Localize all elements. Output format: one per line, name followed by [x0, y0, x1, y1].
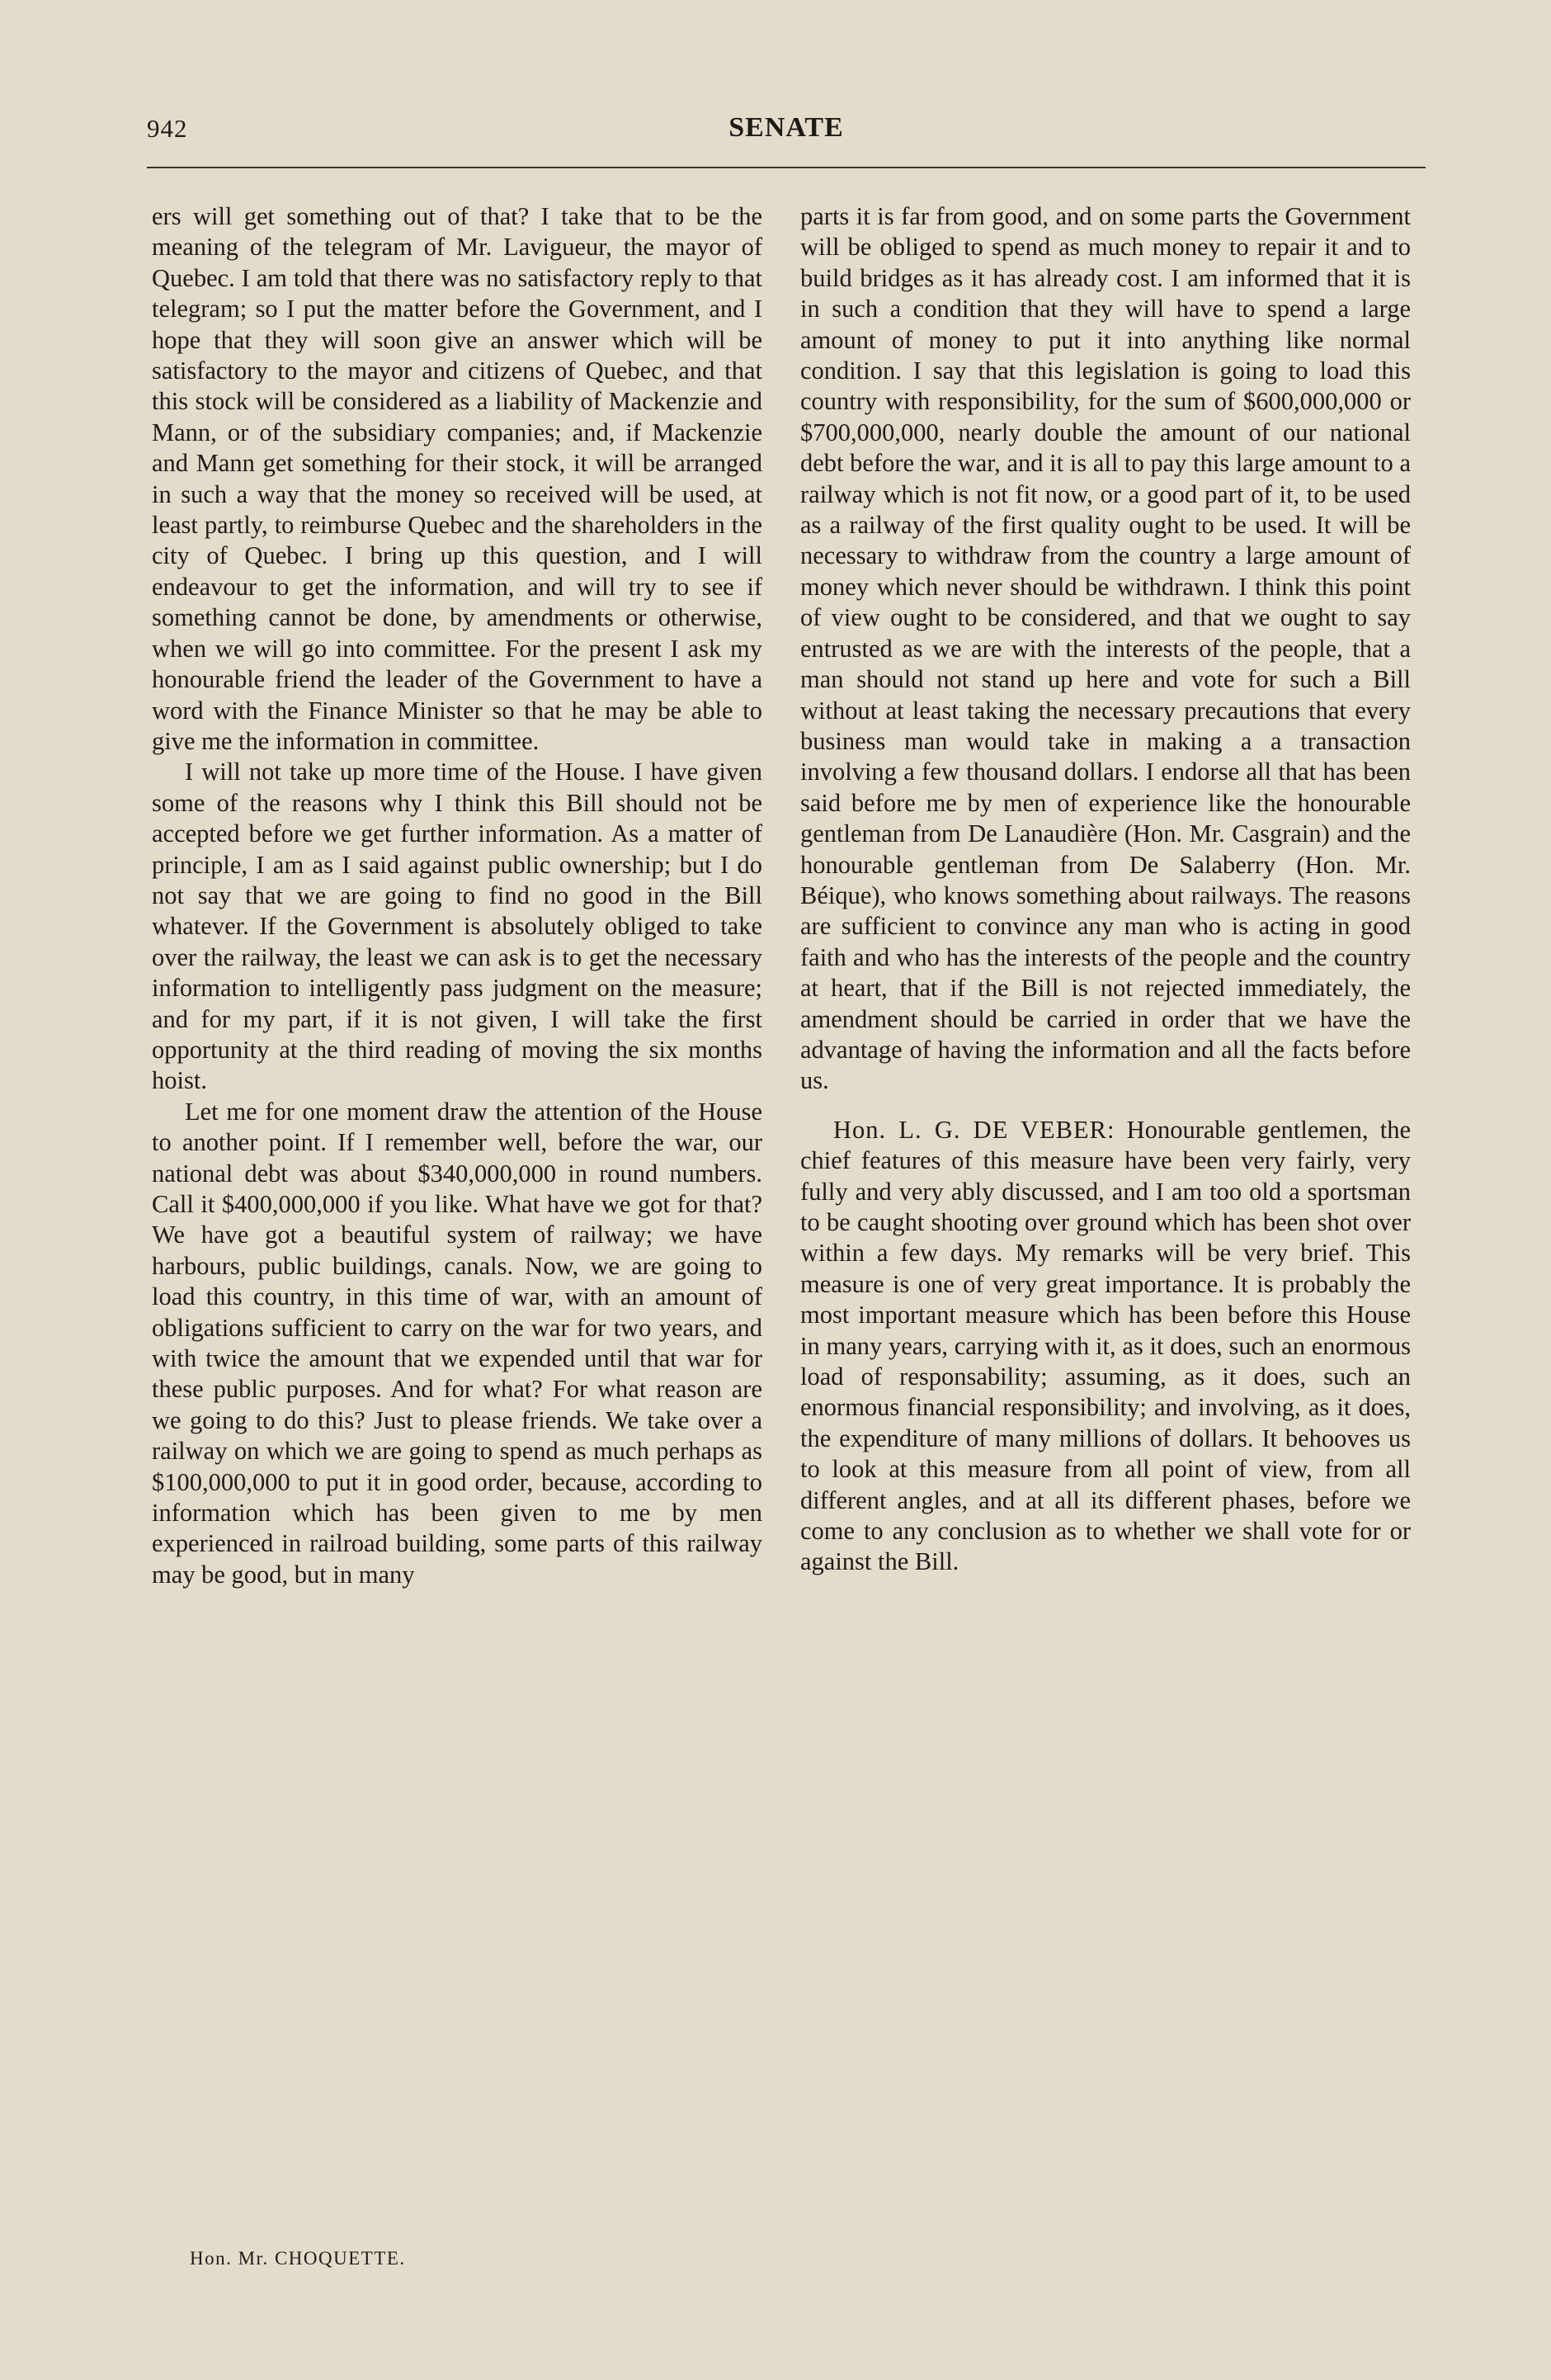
running-head: SENATE [728, 112, 844, 143]
page-header [147, 109, 1426, 150]
page-number: 942 [147, 114, 188, 143]
paragraph: parts it is far from good, and on some parts the Government will be obliged to spend as much money to repair it and to build bridges as it has already cost. I am informed that it is in such a condition that they will have to spend a large amount of money to put it into anything like normal condition. I say that this legislation is going to load this country with responsibility, for the sum of $600,000,000 or $700,000,000, nearly double the amount of our national debt before the war, and it is all to pay this large amount to a railway which is not fit now, or a good part of it, to be used as a railway of the first quality ought to be used. It will be necessary to withdraw from the country a large amount of money which never should be withdrawn. I think this point of view ought to be considered, and that we ought to say entrusted as we are with the interests of the people, that a man should not stand up here and vote for such a Bill without at least taking the necessary precautions that every business man would take in making a a transaction involving a few thousand dollars. I endorse all that has been said before me by men of experience like the honourable gentleman from De Lanaudière (Hon. Mr. Casgrain) and the honourable gentleman from De Salaberry (Hon. Mr. Béique), who knows something about railways. The reasons are sufficient to convince any man who is acting in good faith and who has the interests of the people and the country at heart, that if the Bill is not rejected immediately, the amendment should be carried in order that we have the advantage of having the information and all the facts before us. [800, 202, 1411, 1095]
paragraph: ers will get something out of that? I take that to be the meaning of the telegram of Mr. Lavigueur, the mayor of Quebec. I am told that there was no satisfactory reply to that telegram; so I put the matter before the Government, and I hope that they will soon give an answer which will be satisfactory to the mayor and citizens of Quebec, and that this stock will be considered as a liability of Mackenzie and Mann, or of the subsidiary companies; and, if Mackenzie and Mann get something for their stock, it will be arranged in such a way that the money so received will be used, at least partly, to reimburse Quebec and the shareholders in the city of Quebec. I bring up this question, and I will endeavour to get the information, and will try to see if something cannot be done, by amendments or otherwise, when we will go into committee. For the present I ask my honourable friend the leader of the Government to have a word with the Finance Minister so that he may be able to give me the information in committee. [152, 202, 762, 755]
right-column [800, 201, 1411, 1578]
speaker-name: Hon. L. G. DE VEBER: [833, 1115, 1115, 1144]
left-column [152, 201, 762, 1590]
speech-text: Honourable gentlemen, the chief features of this measure have been very fairly, very fully and very ably discussed, and I am too old a sportsman to be caught shooting over ground which has been shot over within a few days. My remarks will be very brief. This measure is one of very great importance. It is probably the most important measure which has been before this House in many years, carrying with it, as it does, such an enormous load of responsability; assuming, as it does, such an enormous financial responsibility; and involving, as it does, the expenditure of many millions of dollars. It behooves us to look at this measure from all point of view, from all different angles, and at all its different phases, before we come to any conclusion as to whether we shall vote for or against the Bill. [800, 1115, 1411, 1576]
paragraph: Let me for one moment draw the attention of the House to another point. If I remember well, before the war, our national debt was about $340,000,000 in round numbers. Call it $400,000,000 if you like. What have we got for that? We have got a beautiful system of railway; we have harbours, public buildings, canals. Now, we are going to load this country, in this time of war, with an amount of obligations sufficient to carry on the war for two years, and with twice the amount that we expended until that war for these public purposes. And for what? For what reason are we going to do this? Just to please friends. We take over a railway on which we are going to spend as much perhaps as $100,000,000 to put it in good order, because, according to information which has been given to me by men experienced in railroad building, some parts of this railway may be good, but in many [152, 1097, 762, 1589]
running-foot: Hon. Mr. CHOQUETTE. [190, 2248, 406, 2269]
header-rule [147, 167, 1426, 168]
speech-paragraph [800, 1115, 1411, 1578]
paragraph: I will not take up more time of the House. I have given some of the reasons why I think this Bill should not be accepted before we get further information. As a matter of principle, I am as I said against public ownership; but I do not say that we are going to find no good in the Bill whatever. If the Government is absolutely obliged to take over the railway, the least we can ask is to get the necessary information to intelligently pass judgment on the measure; and for my part, if it is not given, I will take the first opportunity at the third reading of moving the six months hoist. [152, 758, 762, 1095]
